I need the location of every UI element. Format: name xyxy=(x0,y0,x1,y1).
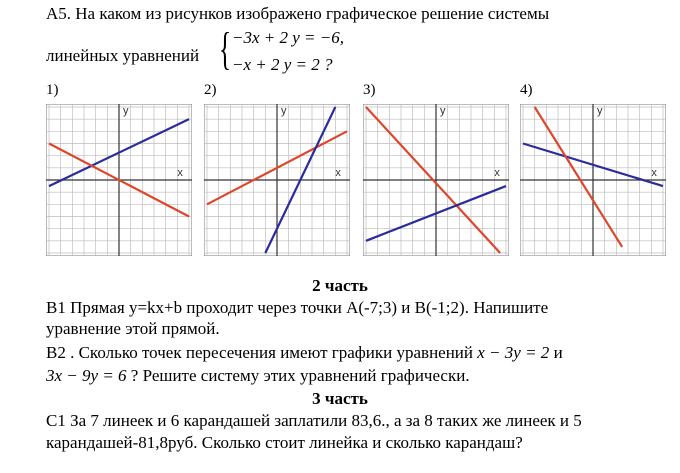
task-b2-and: и xyxy=(553,343,563,362)
x-axis-label: x xyxy=(335,167,341,179)
task-b2-equation-2: 3x − 9y = 6 xyxy=(46,366,127,385)
y-axis-label: y xyxy=(440,105,446,117)
graph-4 xyxy=(520,104,666,256)
task-c1-line-2: карандашей-81,8руб. Сколько стоит линейка и сколько карандаш? xyxy=(46,433,523,452)
part-3-heading: 3 часть xyxy=(312,389,368,408)
system-equation-2: −x + 2 y = 2 ? xyxy=(232,55,333,74)
task-b2-suffix: ? Решите систему этих уравнений графически. xyxy=(130,366,470,385)
part-2-heading: 2 часть xyxy=(312,276,368,295)
graph-1-label: 1) xyxy=(46,82,59,98)
graph-4-label: 4) xyxy=(520,82,533,98)
system-brace: { xyxy=(219,23,232,74)
graph-2 xyxy=(204,104,350,256)
task-a5-question: А5. На каком из рисунков изображено графическое решение системы xyxy=(46,4,550,23)
x-axis-label: x xyxy=(177,167,183,179)
graph-3 xyxy=(363,104,509,256)
task-a5-lead: линейных уравнений xyxy=(46,46,200,65)
task-c1-line-1: С1 За 7 линеек и 6 карандашей заплатили 83,6., а за 8 таких же линеек и 5 xyxy=(46,411,582,430)
y-axis-label: y xyxy=(281,105,287,117)
x-axis-label: x xyxy=(494,167,500,179)
task-b2-line-2 xyxy=(46,366,470,386)
task-b2-line-1 xyxy=(46,343,563,363)
y-axis-label: y xyxy=(597,105,603,117)
task-b1-line-2: уравнение этой прямой. xyxy=(46,319,220,338)
graph-2-label: 2) xyxy=(204,82,217,98)
task-b2-prefix: В2 . Сколько точек пересечения имеют графики уравнений xyxy=(46,343,474,362)
x-axis-label: x xyxy=(651,167,657,179)
task-b1-line-1: В1 Прямая y=kx+b проходит через точки А(-7;3) и В(-1;2). Напишите xyxy=(46,298,549,317)
graph-1 xyxy=(46,104,192,256)
task-b2-equation-1: x − 3y = 2 xyxy=(477,343,550,362)
graph-3-label: 3) xyxy=(363,82,376,98)
system-equation-1: −3x + 2 y = −6, xyxy=(232,28,344,47)
y-axis-label: y xyxy=(123,105,129,117)
